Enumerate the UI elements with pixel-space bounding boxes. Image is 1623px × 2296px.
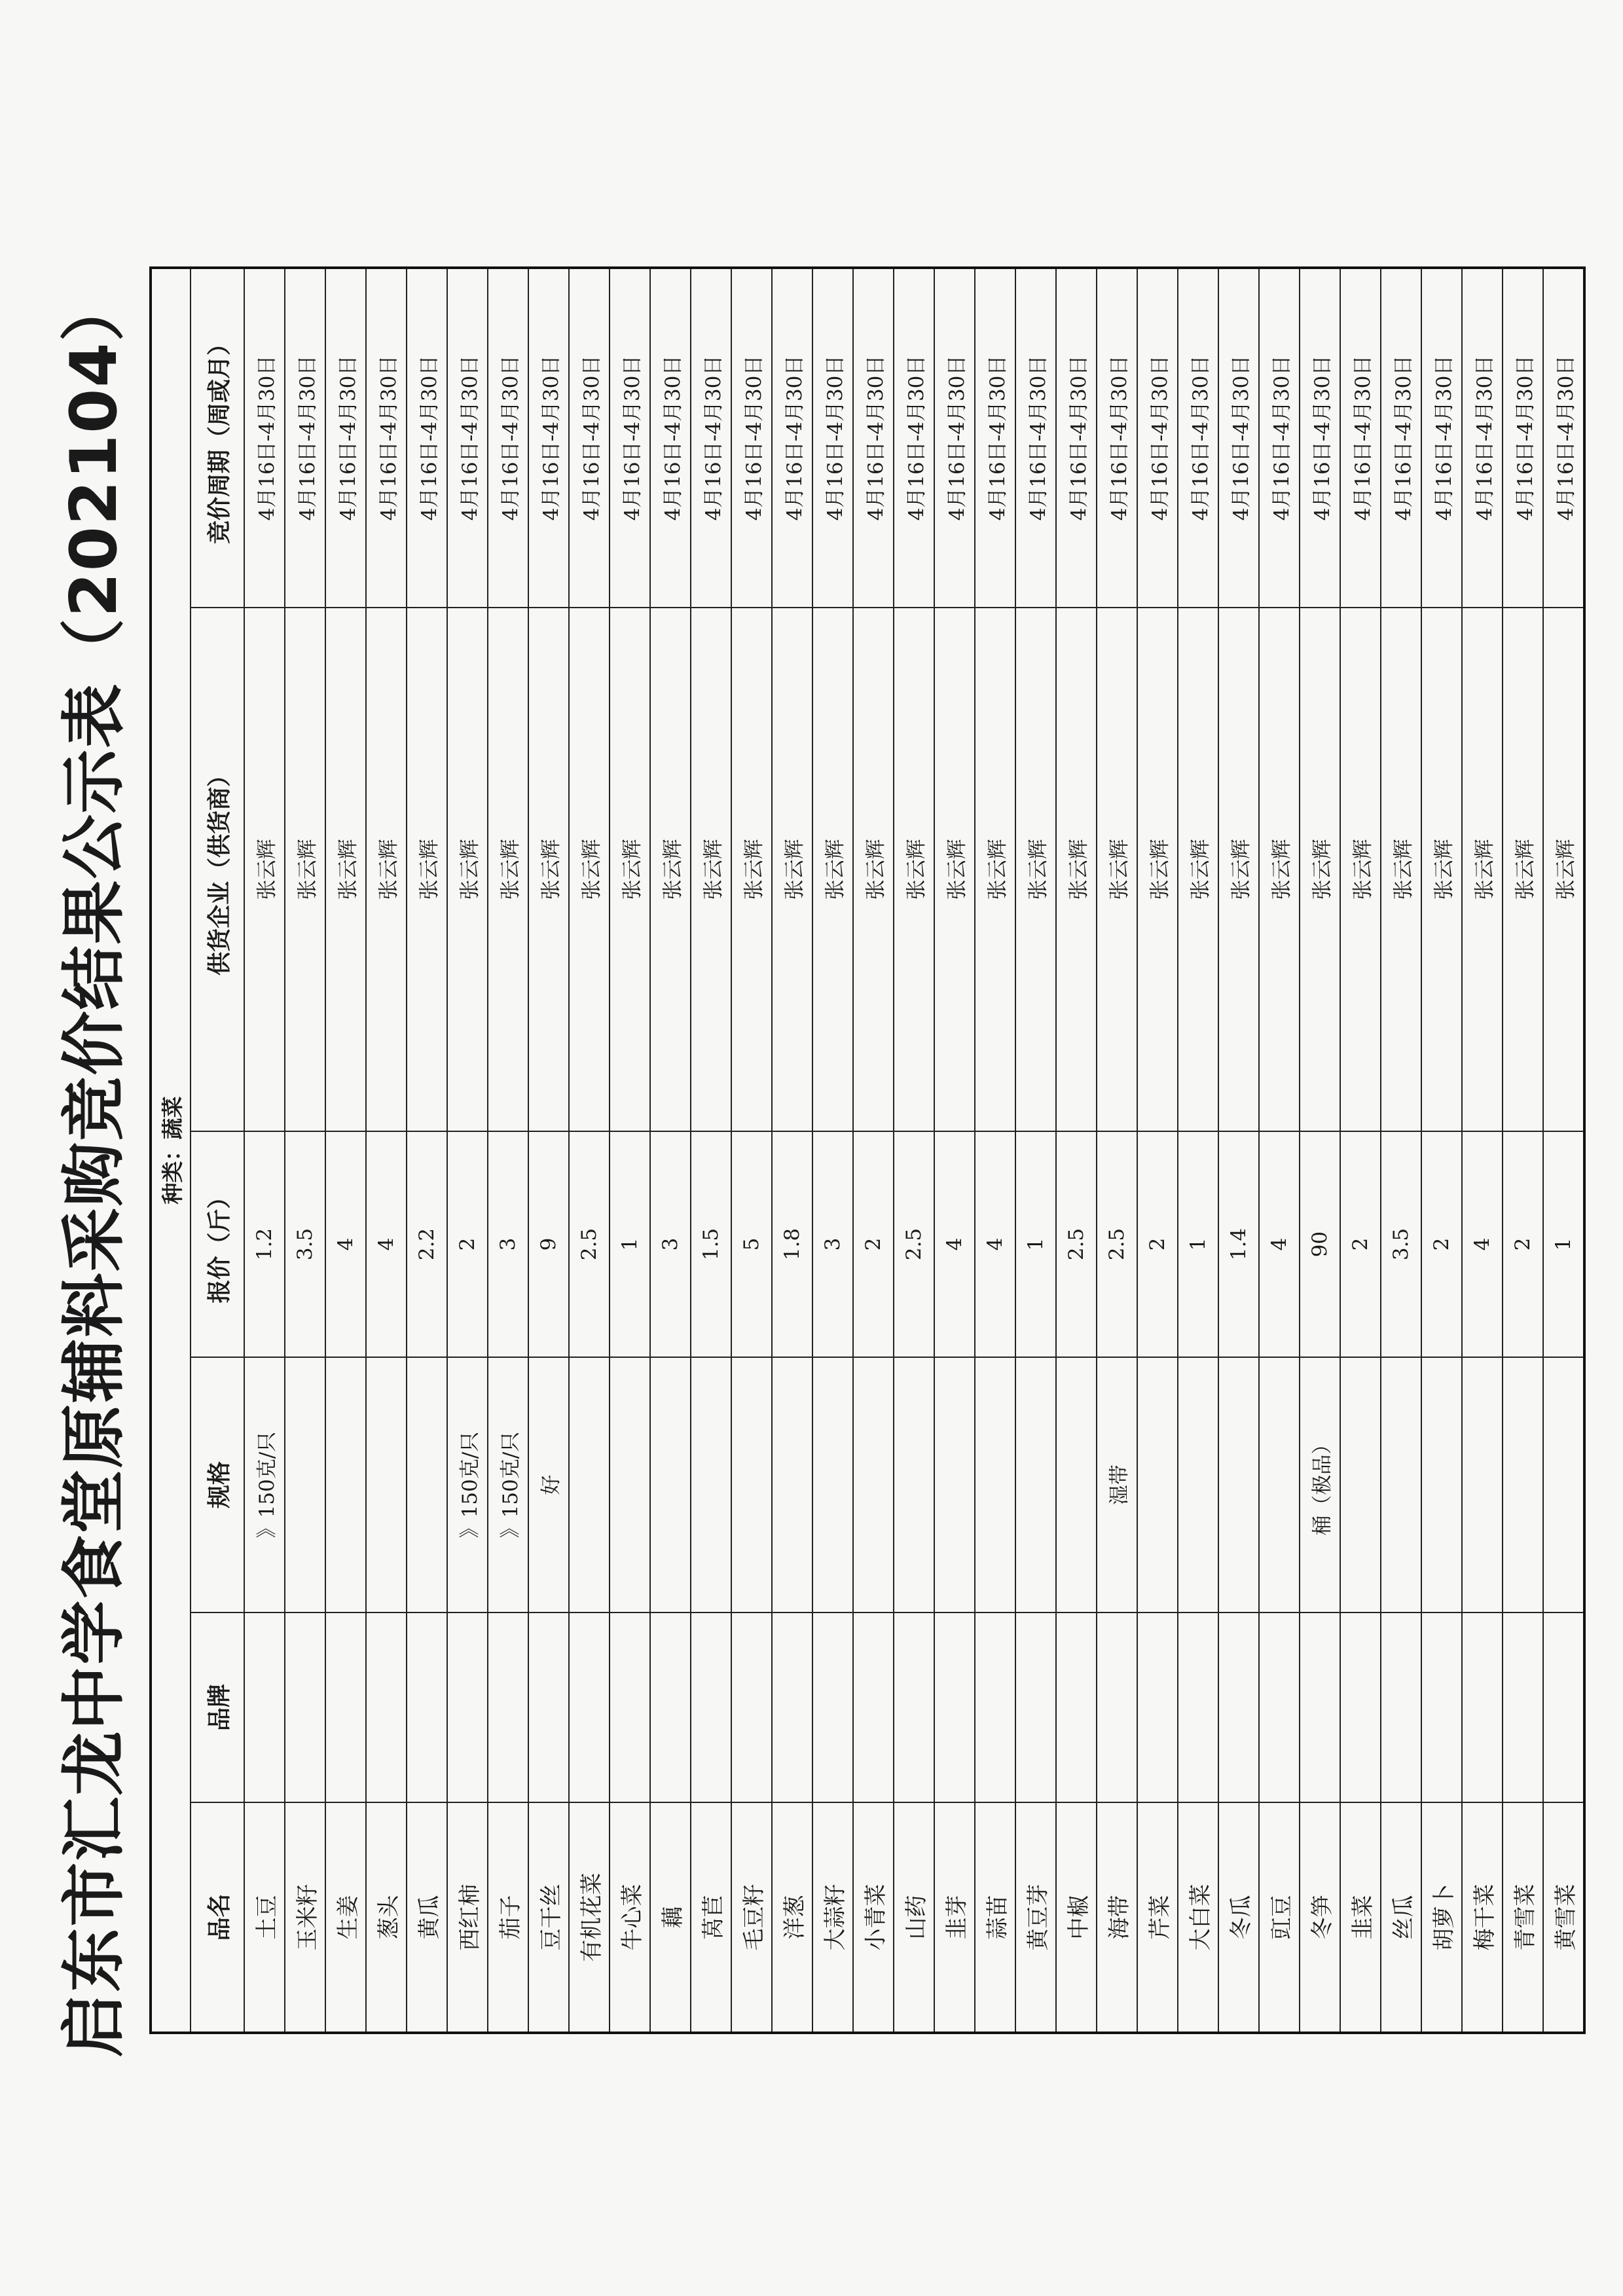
cell-spec: [1421, 1357, 1462, 1613]
cell-period: 4月16日-4月30日: [1421, 268, 1462, 608]
table-row: [285, 268, 325, 2033]
cell-price: 4: [325, 1131, 366, 1357]
cell-period: 4月16日-4月30日: [366, 268, 407, 608]
page-title: 启东市汇龙中学食堂原辅料采购竞价结果公示表（202104）: [56, 276, 132, 2058]
table-row: [325, 268, 366, 2033]
cell-brand: [285, 1613, 325, 1802]
cell-brand: [610, 1613, 650, 1802]
cell-period: 4月16日-4月30日: [569, 268, 610, 608]
cell-spec: [569, 1357, 610, 1613]
cell-supplier: 张云辉: [366, 608, 407, 1131]
table-row: [1097, 268, 1137, 2033]
cell-price: 2.5: [1056, 1131, 1097, 1357]
cell-supplier: 张云辉: [1300, 608, 1340, 1131]
cell-spec: [894, 1357, 934, 1613]
table-body: [244, 268, 1584, 2033]
cell-price: 1: [1543, 1131, 1584, 1357]
cell-brand: [488, 1613, 528, 1802]
table-row: [244, 268, 285, 2033]
table-row: [691, 268, 731, 2033]
cell-price: 2: [853, 1131, 894, 1357]
cell-supplier: 张云辉: [1340, 608, 1381, 1131]
cell-spec: [325, 1357, 366, 1613]
cell-brand: [1421, 1613, 1462, 1802]
cell-spec: [610, 1357, 650, 1613]
cell-name: 丝瓜: [1381, 1802, 1421, 2033]
cell-price: 9: [528, 1131, 569, 1357]
cell-supplier: 张云辉: [1178, 608, 1218, 1131]
cell-name: 茄子: [488, 1802, 528, 2033]
cell-price: 4: [1462, 1131, 1503, 1357]
category-row: [151, 268, 191, 2033]
cell-period: 4月16日-4月30日: [812, 268, 853, 608]
cell-spec: [1381, 1357, 1421, 1613]
cell-brand: [934, 1613, 975, 1802]
cell-name: 青雪菜: [1503, 1802, 1543, 2033]
table-row: [447, 268, 488, 2033]
cell-price: 5: [731, 1131, 772, 1357]
cell-period: 4月16日-4月30日: [853, 268, 894, 608]
cell-price: 3.5: [1381, 1131, 1421, 1357]
cell-brand: [325, 1613, 366, 1802]
cell-name: 毛豆籽: [731, 1802, 772, 2033]
cell-brand: [1462, 1613, 1503, 1802]
cell-price: 4: [1259, 1131, 1300, 1357]
cell-period: 4月16日-4月30日: [975, 268, 1015, 608]
cell-supplier: 张云辉: [488, 608, 528, 1131]
cell-name: 芹菜: [1137, 1802, 1178, 2033]
cell-supplier: 张云辉: [407, 608, 447, 1131]
cell-brand: [1097, 1613, 1137, 1802]
table-row: [731, 268, 772, 2033]
table-row: [1543, 268, 1584, 2033]
cell-spec: [1503, 1357, 1543, 1613]
cell-period: 4月16日-4月30日: [447, 268, 488, 608]
cell-brand: [1300, 1613, 1340, 1802]
cell-price: 3: [812, 1131, 853, 1357]
cell-period: 4月16日-4月30日: [772, 268, 812, 608]
table-row: [975, 268, 1015, 2033]
table-row: [1503, 268, 1543, 2033]
cell-supplier: 张云辉: [853, 608, 894, 1131]
cell-name: 梅干菜: [1462, 1802, 1503, 2033]
cell-spec: [1340, 1357, 1381, 1613]
cell-period: 4月16日-4月30日: [691, 268, 731, 608]
header-supplier: 供货企业（供货商）: [191, 608, 244, 1131]
cell-supplier: 张云辉: [528, 608, 569, 1131]
cell-brand: [244, 1613, 285, 1802]
cell-price: 2.5: [1097, 1131, 1137, 1357]
cell-period: 4月16日-4月30日: [731, 268, 772, 608]
cell-supplier: 张云辉: [1218, 608, 1259, 1131]
cell-name: 洋葱: [772, 1802, 812, 2033]
cell-name: 生姜: [325, 1802, 366, 2033]
cell-supplier: 张云辉: [1503, 608, 1543, 1131]
cell-period: 4月16日-4月30日: [528, 268, 569, 608]
cell-name: 黄雪菜: [1543, 1802, 1584, 2033]
cell-period: 4月16日-4月30日: [488, 268, 528, 608]
cell-period: 4月16日-4月30日: [610, 268, 650, 608]
table-row: [894, 268, 934, 2033]
table-row: [1015, 268, 1056, 2033]
cell-price: 1: [610, 1131, 650, 1357]
cell-spec: 》150克/只: [447, 1357, 488, 1613]
cell-name: 莴苣: [691, 1802, 731, 2033]
cell-period: 4月16日-4月30日: [285, 268, 325, 608]
cell-supplier: 张云辉: [1097, 608, 1137, 1131]
cell-brand: [1137, 1613, 1178, 1802]
results-table: [149, 266, 1586, 2034]
cell-brand: [1056, 1613, 1097, 1802]
cell-period: 4月16日-4月30日: [1300, 268, 1340, 608]
cell-supplier: 张云辉: [285, 608, 325, 1131]
cell-name: 中椒: [1056, 1802, 1097, 2033]
cell-period: 4月16日-4月30日: [1259, 268, 1300, 608]
cell-spec: [975, 1357, 1015, 1613]
cell-brand: [853, 1613, 894, 1802]
table-row: [812, 268, 853, 2033]
cell-price: 2.5: [569, 1131, 610, 1357]
cell-period: 4月16日-4月30日: [1462, 268, 1503, 608]
cell-brand: [731, 1613, 772, 1802]
cell-brand: [447, 1613, 488, 1802]
cell-spec: [285, 1357, 325, 1613]
cell-supplier: 张云辉: [691, 608, 731, 1131]
cell-brand: [407, 1613, 447, 1802]
table-row: [569, 268, 610, 2033]
cell-period: 4月16日-4月30日: [1340, 268, 1381, 608]
cell-brand: [1543, 1613, 1584, 1802]
cell-period: 4月16日-4月30日: [325, 268, 366, 608]
cell-period: 4月16日-4月30日: [1381, 268, 1421, 608]
cell-spec: [731, 1357, 772, 1613]
cell-supplier: 张云辉: [772, 608, 812, 1131]
cell-brand: [1259, 1613, 1300, 1802]
cell-price: 90: [1300, 1131, 1340, 1357]
cell-spec: [772, 1357, 812, 1613]
table-row: [407, 268, 447, 2033]
cell-supplier: 张云辉: [1137, 608, 1178, 1131]
cell-spec: [1137, 1357, 1178, 1613]
cell-supplier: 张云辉: [894, 608, 934, 1131]
category-label: 种类：蔬菜: [151, 268, 191, 2033]
cell-name: 土豆: [244, 1802, 285, 2033]
cell-name: 海带: [1097, 1802, 1137, 2033]
cell-brand: [366, 1613, 407, 1802]
cell-name: 胡萝卜: [1421, 1802, 1462, 2033]
header-name: 品名: [191, 1802, 244, 2033]
header-price: 报价（斤）: [191, 1131, 244, 1357]
cell-supplier: 张云辉: [650, 608, 691, 1131]
cell-supplier: 张云辉: [1421, 608, 1462, 1131]
cell-period: 4月16日-4月30日: [1543, 268, 1584, 608]
cell-name: 韭菜: [1340, 1802, 1381, 2033]
cell-spec: [812, 1357, 853, 1613]
cell-name: 牛心菜: [610, 1802, 650, 2033]
cell-brand: [1015, 1613, 1056, 1802]
cell-price: 3: [488, 1131, 528, 1357]
table-row: [488, 268, 528, 2033]
cell-name: 大蒜籽: [812, 1802, 853, 2033]
cell-spec: 桶（极品）: [1300, 1357, 1340, 1613]
cell-spec: 》150克/只: [244, 1357, 285, 1613]
cell-spec: 》150克/只: [488, 1357, 528, 1613]
cell-price: 1.8: [772, 1131, 812, 1357]
cell-price: 1: [1015, 1131, 1056, 1357]
cell-period: 4月16日-4月30日: [1015, 268, 1056, 608]
cell-supplier: 张云辉: [447, 608, 488, 1131]
cell-price: 1.4: [1218, 1131, 1259, 1357]
cell-name: 西红柿: [447, 1802, 488, 2033]
cell-period: 4月16日-4月30日: [1218, 268, 1259, 608]
cell-price: 2: [1421, 1131, 1462, 1357]
cell-brand: [1381, 1613, 1421, 1802]
cell-spec: [1218, 1357, 1259, 1613]
cell-period: 4月16日-4月30日: [650, 268, 691, 608]
cell-supplier: 张云辉: [325, 608, 366, 1131]
cell-price: 3.5: [285, 1131, 325, 1357]
cell-spec: 好: [528, 1357, 569, 1613]
cell-period: 4月16日-4月30日: [407, 268, 447, 608]
cell-period: 4月16日-4月30日: [894, 268, 934, 608]
cell-name: 豆干丝: [528, 1802, 569, 2033]
cell-name: 黄瓜: [407, 1802, 447, 2033]
cell-name: 冬笋: [1300, 1802, 1340, 2033]
table-row: [366, 268, 407, 2033]
table-row: [1259, 268, 1300, 2033]
table-row: [1421, 268, 1462, 2033]
cell-name: 蒜苗: [975, 1802, 1015, 2033]
cell-name: 葱头: [366, 1802, 407, 2033]
cell-brand: [1218, 1613, 1259, 1802]
cell-supplier: 张云辉: [1381, 608, 1421, 1131]
cell-price: 4: [366, 1131, 407, 1357]
cell-brand: [650, 1613, 691, 1802]
cell-name: 玉米籽: [285, 1802, 325, 2033]
table-row: [853, 268, 894, 2033]
cell-spec: [853, 1357, 894, 1613]
cell-name: 韭芽: [934, 1802, 975, 2033]
cell-price: 2.2: [407, 1131, 447, 1357]
table-row: [1056, 268, 1097, 2033]
cell-price: 2: [1340, 1131, 1381, 1357]
cell-period: 4月16日-4月30日: [1178, 268, 1218, 608]
cell-supplier: 张云辉: [731, 608, 772, 1131]
cell-spec: [1178, 1357, 1218, 1613]
cell-brand: [1178, 1613, 1218, 1802]
table-row: [528, 268, 569, 2033]
cell-period: 4月16日-4月30日: [1056, 268, 1097, 608]
cell-price: 2: [1137, 1131, 1178, 1357]
cell-supplier: 张云辉: [975, 608, 1015, 1131]
cell-supplier: 张云辉: [934, 608, 975, 1131]
cell-supplier: 张云辉: [1015, 608, 1056, 1131]
table-row: [1462, 268, 1503, 2033]
cell-spec: [366, 1357, 407, 1613]
table-row: [1218, 268, 1259, 2033]
cell-price: 1: [1178, 1131, 1218, 1357]
cell-spec: [650, 1357, 691, 1613]
cell-supplier: 张云辉: [610, 608, 650, 1131]
header-brand: 品牌: [191, 1613, 244, 1802]
cell-name: 豇豆: [1259, 1802, 1300, 2033]
table-row: [650, 268, 691, 2033]
cell-price: 1.5: [691, 1131, 731, 1357]
table-row: [1178, 268, 1218, 2033]
cell-spec: [691, 1357, 731, 1613]
cell-brand: [772, 1613, 812, 1802]
cell-name: 有机花菜: [569, 1802, 610, 2033]
cell-brand: [894, 1613, 934, 1802]
cell-supplier: 张云辉: [569, 608, 610, 1131]
cell-supplier: 张云辉: [244, 608, 285, 1131]
cell-spec: [1462, 1357, 1503, 1613]
cell-supplier: 张云辉: [812, 608, 853, 1131]
cell-period: 4月16日-4月30日: [1503, 268, 1543, 608]
cell-spec: [1543, 1357, 1584, 1613]
cell-period: 4月16日-4月30日: [1137, 268, 1178, 608]
table-row: [934, 268, 975, 2033]
cell-spec: [1259, 1357, 1300, 1613]
cell-supplier: 张云辉: [1543, 608, 1584, 1131]
table-row: [1340, 268, 1381, 2033]
cell-spec: [1015, 1357, 1056, 1613]
table-row: [1381, 268, 1421, 2033]
cell-name: 冬瓜: [1218, 1802, 1259, 2033]
cell-spec: [934, 1357, 975, 1613]
cell-brand: [1340, 1613, 1381, 1802]
cell-supplier: 张云辉: [1462, 608, 1503, 1131]
header-row: [191, 268, 244, 2033]
cell-brand: [1503, 1613, 1543, 1802]
header-spec: 规格: [191, 1357, 244, 1613]
cell-price: 2: [447, 1131, 488, 1357]
cell-brand: [569, 1613, 610, 1802]
cell-name: 小青菜: [853, 1802, 894, 2033]
cell-price: 3: [650, 1131, 691, 1357]
cell-price: 4: [934, 1131, 975, 1357]
cell-price: 1.2: [244, 1131, 285, 1357]
cell-price: 4: [975, 1131, 1015, 1357]
table-row: [1137, 268, 1178, 2033]
cell-spec: [407, 1357, 447, 1613]
cell-price: 2.5: [894, 1131, 934, 1357]
cell-period: 4月16日-4月30日: [244, 268, 285, 608]
cell-brand: [528, 1613, 569, 1802]
header-period: 竞价周期（周或月）: [191, 268, 244, 608]
cell-name: 藕: [650, 1802, 691, 2033]
cell-brand: [975, 1613, 1015, 1802]
cell-spec: 湿带: [1097, 1357, 1137, 1613]
cell-spec: [1056, 1357, 1097, 1613]
cell-name: 黄豆芽: [1015, 1802, 1056, 2033]
cell-brand: [691, 1613, 731, 1802]
cell-period: 4月16日-4月30日: [1097, 268, 1137, 608]
cell-supplier: 张云辉: [1259, 608, 1300, 1131]
cell-price: 2: [1503, 1131, 1543, 1357]
cell-name: 山药: [894, 1802, 934, 2033]
table-row: [772, 268, 812, 2033]
table-row: [610, 268, 650, 2033]
cell-name: 大白菜: [1178, 1802, 1218, 2033]
table-row: [1300, 268, 1340, 2033]
cell-period: 4月16日-4月30日: [934, 268, 975, 608]
cell-brand: [812, 1613, 853, 1802]
cell-supplier: 张云辉: [1056, 608, 1097, 1131]
